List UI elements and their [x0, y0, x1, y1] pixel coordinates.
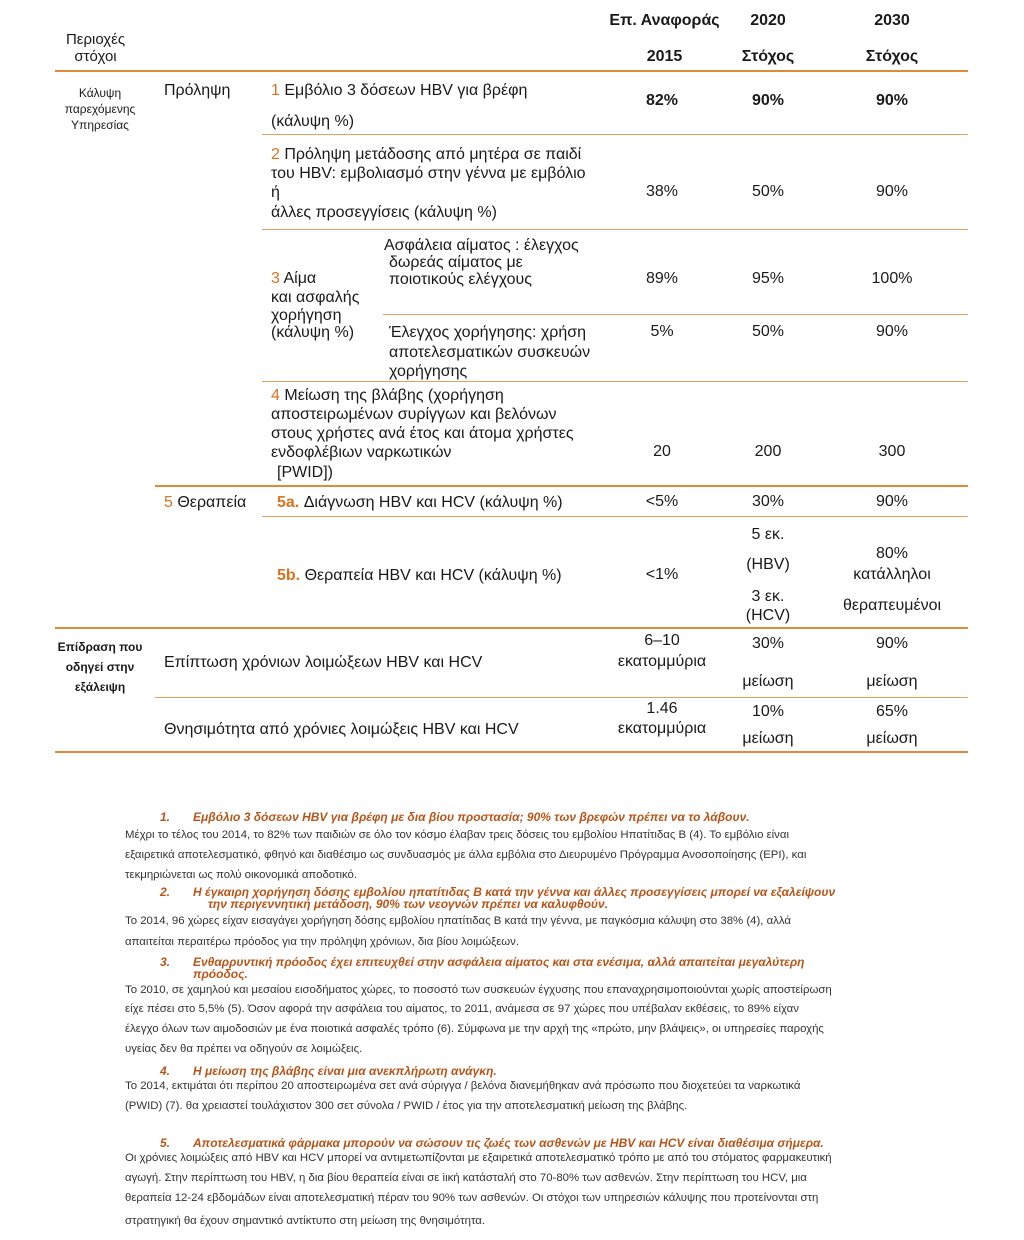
note5-number: 5. — [160, 1136, 171, 1150]
note2-title-line2: την περιγεννητική μετάδοση, 90% των νεογνών πρέπει να καλυφθούν. — [208, 897, 609, 911]
row2-label — [271, 145, 581, 164]
row7-2030-line2: μείωση — [866, 730, 918, 747]
row7-2020-line1: 10% — [751, 703, 785, 720]
row5b-2015: <1% — [645, 566, 679, 583]
row5a-label — [277, 493, 563, 512]
row3b-line2: αποτελεσματικών συσκευών — [389, 344, 591, 361]
row1-unit: (κάλυψη %) — [271, 113, 355, 130]
table-bottom-divider — [55, 751, 968, 753]
row1-number: 1 — [271, 82, 280, 99]
row6-2015-line2: εκατομμύρια — [617, 653, 707, 670]
col-header-2030-target: Στόχος — [865, 48, 919, 65]
note4-body-line1: Το 2014, εκτιμάται ότι περίπου 20 αποστειρωμένα σετ ανά σύριγγα / βελόνα διανεμήθηκαν ανά πρόσωπο που διοχετεύει τα ναρκωτικά — [125, 1080, 801, 1092]
row4-line4: ενδοφλέβιων ναρκωτικών — [271, 444, 452, 461]
row3a-divider — [383, 314, 968, 315]
row5b-2030-line1: 80% — [875, 545, 909, 562]
note5-body-line1: Οι χρόνιες λοιμώξεις από HBV και HCV μπορεί να αντιμετωπίζονται με εξαιρετικά αποτελεσματικό τρόπο με από του στόματος φαρμακευτική — [125, 1152, 832, 1164]
row2-line1: Πρόληψη μετάδοσης από μητέρα σε παιδί — [284, 146, 582, 163]
row4-number: 4 — [271, 387, 280, 404]
row3b-2030: 90% — [875, 323, 909, 340]
col-header-ref-year: 2015 — [646, 48, 683, 65]
row5b-2020-line2: (HBV) — [746, 556, 790, 573]
note4-number: 4. — [160, 1064, 171, 1078]
note2-body-line1: Το 2014, 96 χώρες είχαν εισαγάγει χορήγηση δόσης εμβολίου ηπατίτιδας Β κατά την γέννα, με παγκόσμια κάλυψη στο 38% (4), αλλά — [125, 915, 791, 927]
row4-2020: 200 — [754, 443, 782, 460]
note3-body-line3: έλεγχο όλων των αιμοδοσιών με ένα ποιοτικά ασφαλές τρόπο (6). Σύμφωνα με την αρχή της «πρώτο, μην βλάψεις», οι υπηρεσίες παροχής — [125, 1023, 824, 1035]
row3a-line1: Ασφάλεια αίματος : έλεγχος — [384, 237, 579, 254]
row2-2020: 50% — [751, 183, 785, 200]
note1-body-line1: Μέχρι το τέλος του 2014, το 82% των παιδιών σε όλο τον κόσμο έλαβαν τρεις δόσεις του εμβολίου Ηπατίτιδας Β (4). Το εμβόλιο είναι — [125, 829, 789, 841]
note3-body-line2: είχε πέσει στο 5,5% (5). Όσον αφορά την ασφάλεια του αίματος, το 2011, ανάμεσα σε 97 χώρες που υπέβαλαν εκθέσεις, το 89% είχαν — [125, 1003, 799, 1015]
row7-2020-line2: μείωση — [742, 730, 794, 747]
row2-divider — [262, 229, 968, 230]
row2-line4: άλλες προσεγγίσεις (κάλυψη %) — [271, 204, 497, 221]
row3-line4: (κάλυψη %) — [271, 324, 355, 341]
coverage-section-divider — [55, 627, 968, 629]
row1-2020: 90% — [751, 92, 785, 109]
row6-text: Επίπτωση χρόνιων λοιμώξεων HBV και HCV — [164, 654, 483, 671]
row2-2030: 90% — [875, 183, 909, 200]
col-header-targets: Περιοχές στόχοι — [65, 31, 126, 65]
section-coverage-label: Κάλυψη παρεχόμενης Υπηρεσίας — [64, 86, 136, 132]
col-header-2020-target: Στόχος — [741, 48, 795, 65]
row2-line2: του HBV: εμβολιασμό στην γέννα με εμβόλιο — [271, 165, 586, 182]
row3a-line3: ποιοτικούς ελέγχους — [389, 271, 533, 288]
treatment-label — [164, 493, 246, 512]
row4-line2: αποστειρωμένων συρίγγων και βελόνων — [271, 406, 557, 423]
row3a-2020: 95% — [751, 270, 785, 287]
note5-body-line3: θεραπεία 12-24 εβδομάδων είναι αποτελεσματική πέραν του 90% των ασθενών. Οι στόχοι των υπηρεσιών κάλυψης που προτείνονται στη — [125, 1192, 819, 1204]
row4-line1: Μείωση της βλάβης (χορήγηση — [284, 387, 504, 404]
row3-label — [271, 269, 316, 288]
row5a-2020: 30% — [751, 493, 785, 510]
row4-2015: 20 — [653, 443, 671, 460]
note1-body-line2: εξαιρετικά αποτελεσματικό, φθηνό και διαθέσιμο ως συνδυασμός με άλλα εμβόλια στο Διευρυμένο Πρόγραμμα Ανοσοποίησης (EPI), και — [125, 849, 807, 861]
row5b-2020-line1: 5 εκ. — [751, 526, 785, 543]
row2-number: 2 — [271, 146, 280, 163]
row3b-line3: χορήγησης — [389, 363, 468, 380]
row1-2015: 82% — [645, 92, 679, 109]
note1-body-line3: τεκμηριώνεται ως πολύ οικονομικά αποδοτικό. — [125, 869, 358, 881]
row1-2030: 90% — [875, 92, 909, 109]
row3a-2015: 89% — [645, 270, 679, 287]
treatment-text: Θεραπεία — [177, 494, 247, 511]
note3-title-line1: Ενθαρρυντική πρόοδος έχει επιτευχθεί στην ασφάλεια αίματος και στα ενέσιμα, αλλά απαιτείται μεγαλύτερη — [193, 955, 805, 969]
row5b-label — [277, 566, 562, 585]
col-header-2020: 2020 — [750, 12, 786, 29]
note1-title: Εμβόλιο 3 δόσεων HBV για βρέφη με δια βίου προστασία; 90% των βρεφών πρέπει να το λάβουν. — [193, 810, 750, 824]
col-header-2030: 2030 — [874, 12, 910, 29]
row6-2020-line1: 30% — [751, 635, 785, 652]
row1-text: Εμβόλιο 3 δόσεων HBV για βρέφη — [284, 82, 528, 99]
row3b-2015: 5% — [650, 323, 674, 340]
row5b-2030-line3: θεραπευμένοι — [842, 597, 942, 614]
row6-2020-line2: μείωση — [742, 673, 794, 690]
note5-body-line2: αγωγή. Στην περίπτωση του HBV, η δια βίου θεραπεία είναι σε iική κατάσταλή στο 70-80% των ασθενών. Στην περίπτωση του HCV, μια — [125, 1172, 807, 1184]
row7-2030-line1: 65% — [875, 703, 909, 720]
note3-body-line1: Το 2010, σε χαμηλού και μεσαίου εισοδήματος χώρες, το ποσοστό των συσκευών έγχυσης που επαναχρησιμοποιούνται χωρίς αποστείρωση — [125, 984, 832, 996]
row2-line3: ή — [271, 184, 280, 201]
row3-line1: Αίμα — [283, 270, 317, 287]
row5a-text: Διάγνωση HBV και HCV (κάλυψη %) — [303, 494, 563, 511]
row4-divider — [155, 485, 968, 487]
row3-number: 3 — [271, 270, 280, 287]
row3-divider — [262, 381, 968, 382]
row1-label — [271, 81, 527, 100]
row5b-2020-line4: (HCV) — [745, 607, 791, 624]
note2-body-line2: απαιτείται περαιτέρω πρόοδος για την πρόληψη χρόνιων, δια βίου λοιμώξεων. — [125, 936, 520, 948]
row5b-text: Θεραπεία HBV και HCV (κάλυψη %) — [304, 567, 562, 584]
note5-body-line4: στρατηγική θα έχουν σημαντικό αντίκτυπο στη μείωση της θνησιμότητα. — [125, 1215, 486, 1227]
row1-divider — [262, 134, 968, 135]
row4-line3: στους χρήστες ανά έτος και άτομα χρήστες — [271, 425, 574, 442]
treatment-number: 5 — [164, 494, 173, 511]
row2-2015: 38% — [645, 183, 679, 200]
row3-line3: χορήγηση — [271, 307, 342, 324]
note4-body-line2: (PWID) (7). θα χρειαστεί τουλάχιστον 300 σετ σύνολα / PWID / έτος για την αποτελεσματική μείωση της βλάβης. — [125, 1100, 688, 1112]
note4-title: Η μείωση της βλάβης είναι μια ανεκπλήρωτη ανάγκη. — [193, 1064, 497, 1078]
section-impact-label: Επίδραση που οδηγεί στην εξάλειψη — [57, 640, 143, 694]
note3-body-line4: υγείας δεν θα πρέπει να οδηγούν σε λοιμώξεις. — [125, 1043, 363, 1055]
note3-number: 3. — [160, 955, 171, 969]
row5a-number: 5a. — [277, 494, 300, 511]
row5b-2030-line2: κατάλληλοι — [853, 566, 931, 583]
row6-2030-line1: 90% — [875, 635, 909, 652]
row6-divider — [155, 697, 968, 698]
row5a-2030: 90% — [875, 493, 909, 510]
col-header-ref-year-label: Επ. Αναφοράς — [609, 12, 720, 29]
row6-2030-line2: μείωση — [866, 673, 918, 690]
row3-line2: και ασφαλής — [271, 289, 360, 306]
row4-label — [271, 386, 504, 405]
row3a-2030: 100% — [871, 270, 913, 287]
row6-2015-line1: 6–10 — [644, 632, 680, 649]
row3a-line2: δωρεάς αίματος με — [389, 254, 523, 271]
note5-title: Αποτελεσματικά φάρμακα μπορούν να σώσουν τις ζωές των ασθενών με HBV και HCV είναι διαθέσιμα σήμερα. — [193, 1136, 824, 1150]
prevention-label: Πρόληψη — [164, 82, 231, 99]
row7-text: Θνησιμότητα από χρόνιες λοιμώξεις HBV και HCV — [164, 721, 519, 738]
row4-2030: 300 — [878, 443, 906, 460]
row5a-divider — [262, 516, 968, 517]
note2-title-line1: Η έγκαιρη χορήγηση δόσης εμβολίου ηπατίτιδας Β κατά την γέννα και άλλες προσεγγίσεις μπορεί να εξαλείψουν — [193, 885, 836, 899]
row5a-2015: <5% — [645, 493, 679, 510]
row7-2015-line1: 1.46 — [646, 700, 678, 717]
row3b-2020: 50% — [751, 323, 785, 340]
note2-number: 2. — [160, 885, 171, 899]
header-divider — [55, 70, 968, 72]
note1-number: 1. — [160, 810, 171, 824]
row7-2015-line2: εκατομμύρια — [617, 720, 707, 737]
row5b-2020-line3: 3 εκ. — [751, 588, 785, 605]
row3b-line1: Έλεγχος χορήγησης: χρήση — [389, 324, 587, 341]
note3-title-line2: πρόοδος. — [193, 967, 248, 981]
row4-line5: [PWID]) — [277, 464, 333, 481]
row5b-number: 5b. — [277, 567, 301, 584]
